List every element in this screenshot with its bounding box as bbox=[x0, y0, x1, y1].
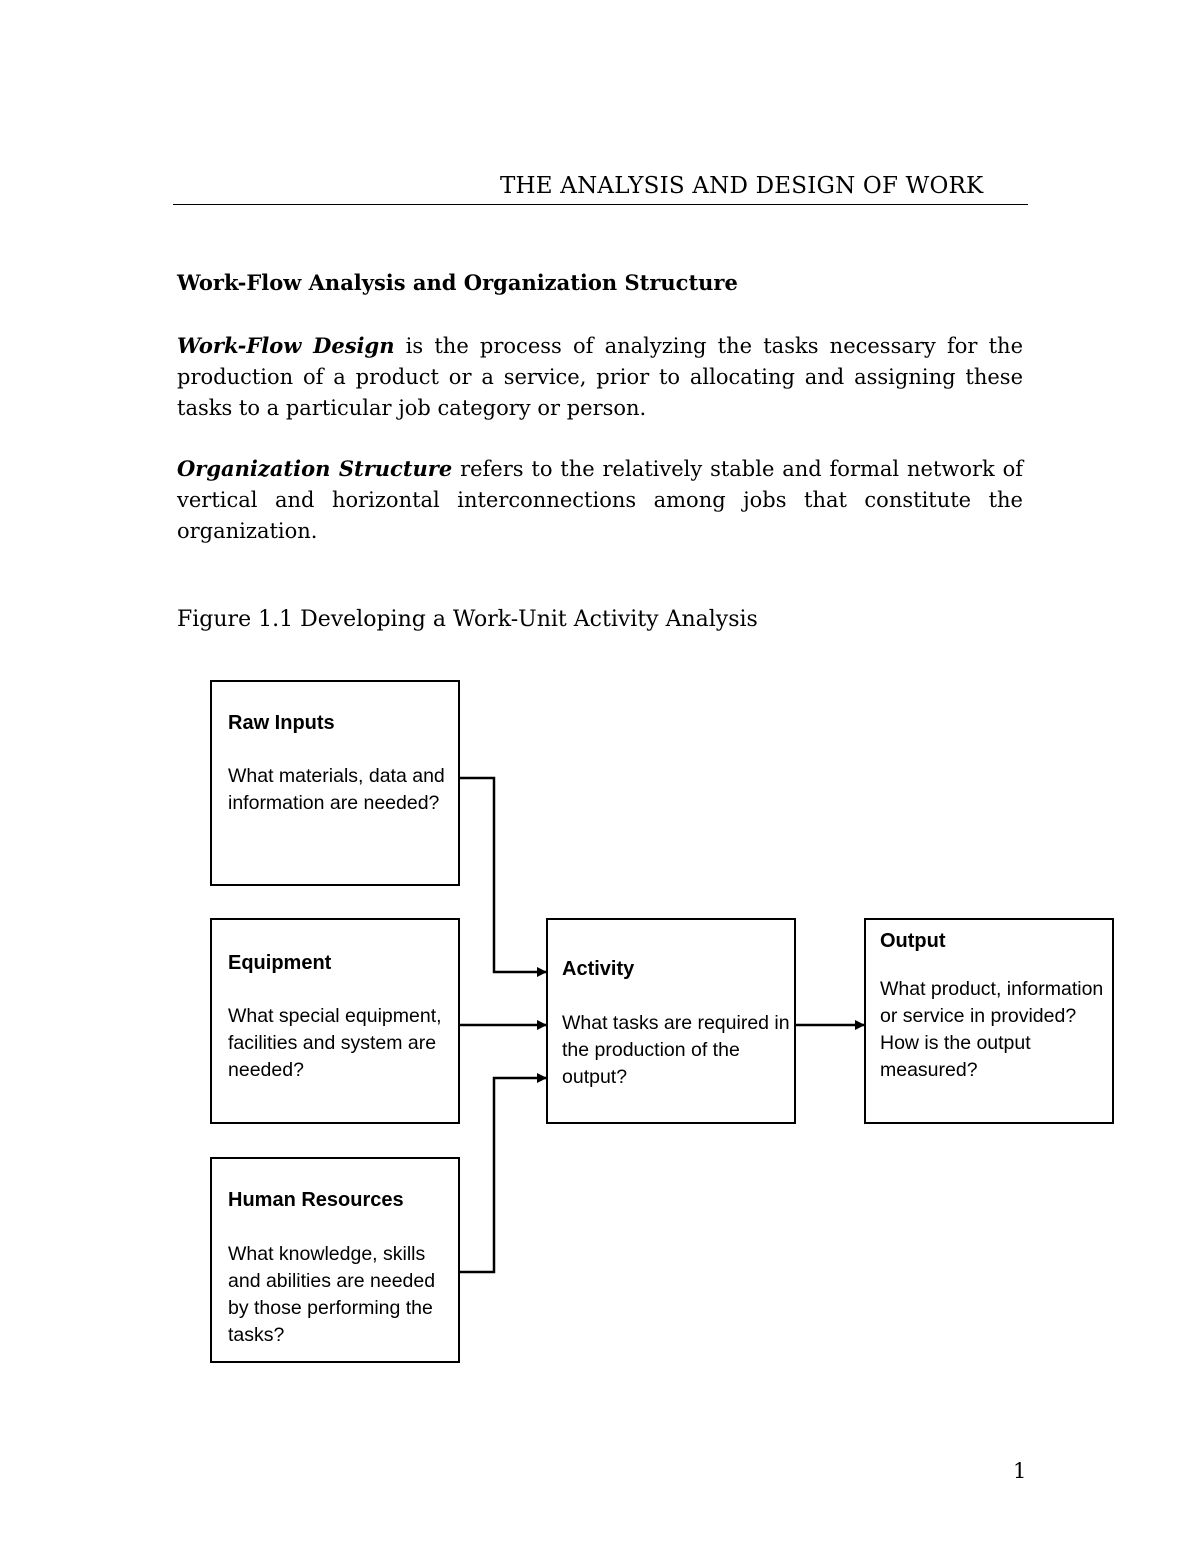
box-text-output bbox=[880, 976, 1112, 1084]
arrow-human-resources-to-activity bbox=[460, 1078, 546, 1272]
box-activity bbox=[546, 918, 796, 1124]
box-text-raw-inputs: What materials, data and information are needed? bbox=[228, 765, 445, 814]
box-text-equipment: What special equipment, facilities and system are needed? bbox=[228, 1005, 442, 1081]
box-raw-inputs bbox=[210, 680, 460, 886]
term-workflow-design: Work-Flow Design bbox=[177, 333, 395, 358]
box-text-activity: What tasks are required in the production of the output? bbox=[562, 1012, 790, 1088]
box-text-output-line-2: How is the output measured? bbox=[880, 1032, 1031, 1081]
box-human-resources bbox=[210, 1157, 460, 1363]
box-text-output-line-1: What product, information or service in provided? bbox=[880, 978, 1104, 1027]
page-number: 1 bbox=[1013, 1459, 1027, 1483]
box-title-raw-inputs: Raw Inputs bbox=[228, 712, 335, 734]
running-header: THE ANALYSIS AND DESIGN OF WORK bbox=[500, 173, 984, 199]
box-title-activity: Activity bbox=[562, 958, 635, 980]
definition-organization-structure: refers to the relatively stable and formal network of vertical and horizontal interconnections among jobs that constitute the organization. bbox=[177, 457, 1023, 543]
box-text-human-resources: What knowledge, skills and abilities are needed by those performing the tasks? bbox=[228, 1243, 436, 1346]
box-title-equipment: Equipment bbox=[228, 952, 332, 974]
box-title-output: Output bbox=[880, 930, 946, 952]
figure-caption: Figure 1.1 Developing a Work-Unit Activity Analysis bbox=[177, 607, 758, 632]
box-equipment bbox=[210, 918, 460, 1124]
definition-workflow-design: is the process of analyzing the tasks necessary for the production of a product or a service, prior to allocating and assigning these tasks to a particular job category or person. bbox=[177, 334, 1024, 420]
box-output bbox=[864, 918, 1114, 1124]
term-organization-structure: Organization Structure bbox=[177, 456, 453, 481]
arrow-raw-inputs-to-activity bbox=[460, 778, 546, 972]
section-heading: Work-Flow Analysis and Organization Structure bbox=[177, 270, 738, 295]
box-title-human-resources: Human Resources bbox=[228, 1189, 404, 1211]
